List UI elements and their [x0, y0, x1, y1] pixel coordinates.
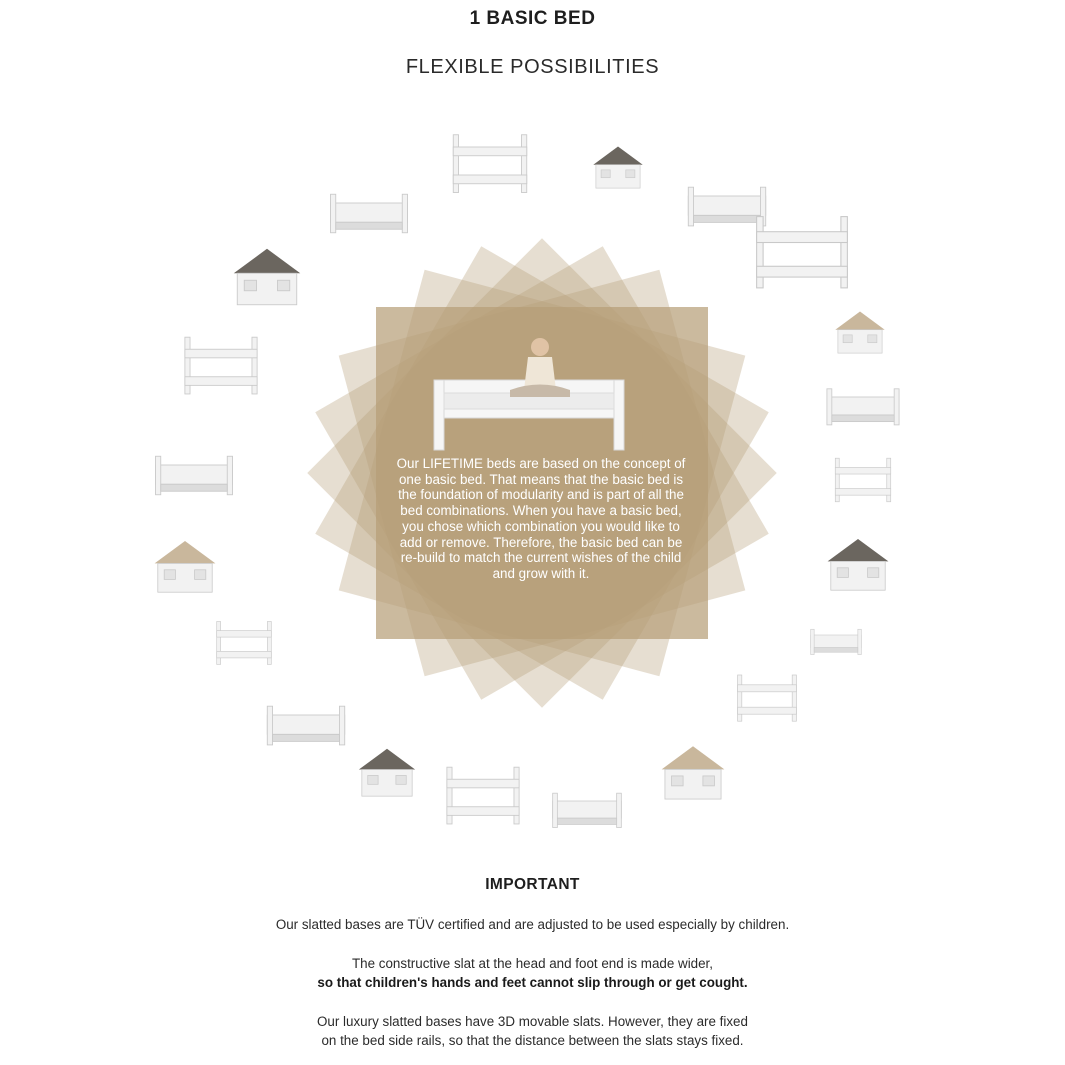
low-house-bed-image [723, 668, 811, 729]
loft-bed-with-ladder-image [350, 740, 424, 807]
important-paragraph-2 [0, 954, 1065, 992]
half-loft-bed-with-stairs-image [262, 672, 350, 763]
important-heading: IMPORTANT [485, 876, 580, 893]
half-loft-house-bed-image [830, 443, 896, 518]
tree-house-bunk-bed-image [548, 763, 626, 844]
low-bed-with-slide-image [800, 305, 920, 362]
canopy-bed-with-trundle-image [650, 738, 736, 809]
classic-bunk-bed-image [223, 240, 311, 315]
important-text-1: Our slatted bases are TÜV certified and are adjusted to be used especially by children. [275, 917, 790, 932]
important-text-2a: The constructive slat at the head and foot end is made wider, [351, 956, 714, 971]
bunk-bed-with-ladder-image [443, 126, 537, 201]
cabin-bed-with-roof-image [178, 328, 264, 403]
house-bed-image [140, 430, 248, 505]
canopy-bed-image [145, 530, 225, 605]
daybed-with-trundle-drawer-image [568, 140, 668, 197]
important-text-2b: so that children's hands and feet cannot slip through or get cought. [317, 975, 748, 990]
important-text-3a: Our luxury slatted bases have 3D movable slats. However, they are fixed [317, 1014, 748, 1029]
basic-bed-image [430, 335, 640, 455]
important-paragraph-3 [0, 1012, 1065, 1050]
daybed-pullout-bed-image [188, 615, 300, 672]
important-text-3b: on the bed side rails, so that the distance between the slats stays fixed. [321, 1033, 744, 1048]
loft-bed-with-shelves-image [822, 362, 904, 437]
play-tower-with-slide-image [748, 205, 856, 298]
house-bed-with-fence-image [818, 530, 898, 601]
mid-sleeper-with-storage-image [792, 612, 880, 663]
center-description: Our LIFETIME beds are based on the concept of one basic bed. That means that the basic bed is the foundation of modularity and is part of all the bed combinations. When you have a basic bed, you chose which combination you would like to add or remove. Therefore, the basic bed can be re-build to match the current wishes of the child and grow with it. [396, 456, 686, 581]
page-subtitle: FLEXIBLE POSSIBILITIES [405, 56, 660, 78]
mid-loft-bed-with-stairs-image [322, 168, 416, 243]
important-paragraph-1 [0, 915, 1065, 934]
page-title: 1 BASIC BED [469, 8, 596, 29]
low-house-bed-with-cabin-image [440, 758, 526, 833]
